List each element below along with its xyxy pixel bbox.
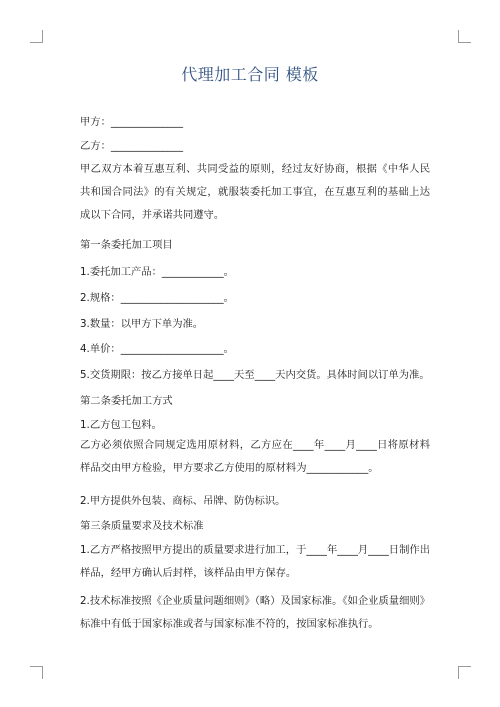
party-a-line: 甲方：______________ (80, 116, 183, 128)
article-3-paragraph-2: 2.技术标准按照《企业质量问题细则》（略）及国家标准。《如企业质量细则》标准中有低于国家标准或者与国家标准不符的，按国家标准执行。 (80, 595, 430, 630)
article-2-item-1: 1.乙方包工包料。 (80, 419, 162, 431)
article-2-paragraph: 乙方必须依照合同规定选用原材料，乙方应在____年____月____日将原材料样品交由甲方检验，甲方要求乙方使用的原材料为____________。 (80, 439, 430, 474)
article-1-item-2: 2.规格：____________________。 (80, 292, 234, 304)
intro-paragraph: 甲乙双方本着互惠互利、共同受益的原则，经过友好协商，根据《中华人民共和国合同法》的有关规定，就服装委托加工事宜，在互惠互利的基础上达成以下合同，并承诺共同遵守。 (80, 163, 430, 221)
crop-mark-bottom-right (458, 666, 471, 679)
article-1-item-5: 5.交货期限：按乙方接单日起____天至____天内交货。具体时间以订单为准。 (80, 369, 430, 381)
crop-mark-top-right (458, 30, 471, 43)
article-1-item-3: 3.数量：以甲方下单为准。 (80, 318, 204, 330)
article-3-heading: 第三条质量要求及技术标准 (80, 520, 204, 532)
article-2-heading: 第二条委托加工方式 (80, 395, 173, 407)
crop-mark-top-left (30, 30, 43, 43)
article-1-item-4: 4.单价：____________________。 (80, 343, 234, 355)
article-3-paragraph-1: 1.乙方严格按照甲方提出的质量要求进行加工，于____年____月____日制作出样品，经甲方确认后封样，该样品由甲方保存。 (80, 544, 430, 579)
article-2-item-2: 2.甲方提供外包装、商标、吊牌、防伪标识。 (80, 495, 286, 507)
article-1-item-1: 1.委托加工产品：____________。 (80, 266, 234, 278)
article-1-heading: 第一条委托加工项目 (80, 239, 173, 251)
party-b-line: 乙方：______________ (80, 140, 183, 152)
document-title: 代理加工合同 模板 (181, 65, 319, 84)
crop-mark-bottom-left (30, 666, 43, 679)
